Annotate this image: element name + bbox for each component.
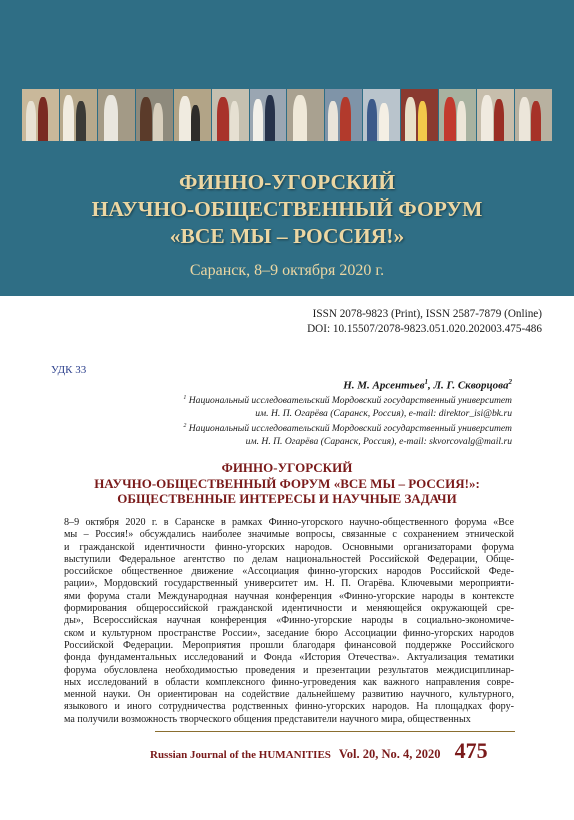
folk-photo bbox=[60, 89, 97, 141]
folk-photo bbox=[174, 89, 211, 141]
abstract-line: и гражданской идентичности финно-угорских народов. Основными организаторами форума bbox=[64, 541, 514, 553]
affiliation-sup: 1 bbox=[183, 395, 187, 401]
identifiers-block bbox=[307, 307, 542, 337]
abstract-line: ных исследований в области комплексного финно-угроведения как важного направления совре- bbox=[64, 676, 514, 688]
abstract-line: ском и культурном пространстве России», заседание бюро Ассоциации финно-угорских народов bbox=[64, 627, 514, 639]
affiliation-line: им. Н. П. Огарёва (Саранск, Россия), e-mail: skvorcovalg@mail.ru bbox=[245, 435, 512, 447]
forum-title bbox=[0, 169, 574, 250]
affiliation-line: Национальный исследовательский Мордовский государственный университет bbox=[186, 395, 512, 407]
folk-photo-strip bbox=[22, 89, 552, 141]
folk-photo bbox=[136, 89, 173, 141]
folk-photo bbox=[439, 89, 476, 141]
abstract-line: ями форума стали Международная научная конференция «Финно-угорские народы в контексте bbox=[64, 590, 514, 602]
folk-photo bbox=[250, 89, 287, 141]
abstract-line: 8–9 октября 2020 г. в Саранске в рамках Финно-угорского научно-общественного форума «Все bbox=[64, 517, 514, 528]
doi-line: DOI: 10.15507/2078-9823.051.020.202003.475-486 bbox=[307, 323, 542, 335]
journal-name: Russian Journal of the HUMANITIES bbox=[150, 749, 331, 761]
forum-title-line: НАУЧНО-ОБЩЕСТВЕННЫЙ ФОРУМ bbox=[91, 197, 483, 221]
page-footer bbox=[150, 738, 488, 763]
author-name: Л. Г. Скворцова bbox=[433, 379, 509, 392]
forum-subtitle: Саранск, 8–9 октября 2020 г. bbox=[189, 262, 385, 279]
abstract-line: российское общественное движение «Ассоциация финно-угорских народов Российской Феде- bbox=[64, 566, 514, 578]
abstract-line: формирования общероссийской гражданской идентичности и меняющейся окружающей сре- bbox=[64, 603, 514, 615]
author-sup: 2 bbox=[508, 378, 512, 386]
affiliation bbox=[183, 392, 512, 420]
issn-line: ISSN 2078-9823 (Print), ISSN 2587-7879 (Online) bbox=[312, 308, 542, 320]
folk-photo bbox=[325, 89, 362, 141]
footer-divider bbox=[155, 731, 515, 732]
abstract-line: ма получили возможность творческого общения представители научного мира, общественных bbox=[64, 713, 471, 725]
abstract-line: Российской Федерации. Мероприятия прошли благодаря финансовой поддержке Российского bbox=[64, 639, 514, 651]
folk-photo bbox=[22, 89, 59, 141]
folk-photo bbox=[401, 89, 438, 141]
affiliation-line: им. Н. П. Огарёва (Саранск, Россия), e-mail: direktor_isi@bk.ru bbox=[255, 407, 512, 419]
page-number: 475 bbox=[454, 738, 488, 763]
abstract-line: рации», Мордовский государственный университет им. Н. П. Огарёва. Ключевыми мероприяти- bbox=[64, 578, 514, 590]
author-sup: 1 bbox=[424, 378, 428, 386]
abstract-line: выступили Федеральное агентство по делам национальностей Российской Федерации, Обще- bbox=[64, 553, 514, 565]
authors-line bbox=[343, 378, 512, 392]
affiliation-sup: 2 bbox=[183, 423, 187, 429]
folk-photo bbox=[98, 89, 135, 141]
folk-photo bbox=[363, 89, 400, 141]
folk-photo bbox=[477, 89, 514, 141]
article-title bbox=[0, 460, 574, 507]
article-title-line: ФИННО-УГОРСКИЙ bbox=[221, 460, 353, 475]
abstract-line: языкового и иного сотрудничества родственных финно-угорских народов. На площадках фору- bbox=[64, 701, 514, 713]
article-title-line: НАУЧНО-ОБЩЕСТВЕННЫЙ ФОРУМ «ВСЕ МЫ – РОССИЯ!»: bbox=[94, 475, 480, 491]
affiliation bbox=[183, 420, 512, 448]
article-title-line: ОБЩЕСТВЕННЫЕ ИНТЕРЕСЫ И НАУЧНЫЕ ЗАДАЧИ bbox=[117, 491, 457, 506]
abstract-text bbox=[64, 517, 514, 726]
abstract-line: мы – Россия!» обсуждались наиболее значимые вопросы, связанные с сохранением этнической bbox=[64, 529, 514, 541]
author-separator: , bbox=[427, 379, 431, 392]
folk-photo bbox=[212, 89, 249, 141]
affiliation-line: Национальный исследовательский Мордовский государственный университет bbox=[186, 423, 512, 435]
folk-photo bbox=[287, 89, 324, 141]
forum-title-line: «ВСЕ МЫ – РОССИЯ!» bbox=[169, 224, 405, 248]
udk-code: УДК 33 bbox=[51, 364, 87, 376]
author-name: Н. М. Арсентьев bbox=[343, 379, 425, 392]
abstract-line: фонда фундаментальных исследований и Фонда «История Отечества». Актуализация тематики bbox=[64, 652, 514, 664]
abstract-line: менной науки. Он ориентирован на содействие дальнейшему развитию научного, культурного, bbox=[64, 689, 514, 701]
journal-volume: Vol. 20, No. 4, 2020 bbox=[338, 747, 441, 761]
folk-photo bbox=[515, 89, 552, 141]
abstract-line: ды», Всероссийская научная конференция «Финно-угорские народы в социально-экономиче- bbox=[64, 615, 514, 627]
cover-header-band bbox=[0, 0, 574, 296]
abstract-line: форума обусловлена необходимостью проведения и презентации результатов междисциплинар- bbox=[64, 664, 514, 676]
forum-title-line: ФИННО-УГОРСКИЙ bbox=[178, 170, 396, 194]
